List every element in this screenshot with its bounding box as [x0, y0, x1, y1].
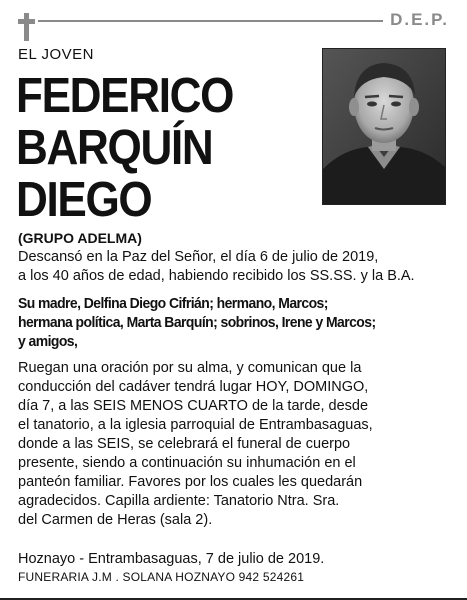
- text-line: donde a las SEIS, se celebrará el funeral de cuerpo: [18, 436, 351, 452]
- name-line-3: DIEGO: [16, 173, 152, 227]
- text-line: panteón familiar. Favores por los cuales les quedarán: [18, 474, 363, 490]
- place-date: Hoznayo - Entrambasaguas, 7 de julio de 2019.: [18, 551, 325, 567]
- text-line: Descansó en la Paz del Señor, el día 6 de julio de 2019,: [18, 249, 379, 265]
- deceased-photo: [322, 48, 446, 205]
- name-line-1: FEDERICO: [16, 69, 234, 123]
- header-rule: [38, 20, 383, 22]
- text-line: a los 40 años de edad, habiendo recibido los SS.SS. y la B.A.: [18, 268, 415, 284]
- death-announcement: [18, 248, 458, 286]
- text-line: conducción del cadáver tendrá lugar HOY, DOMINGO,: [18, 379, 369, 395]
- group-affiliation: (GRUPO ADELMA): [18, 230, 142, 246]
- cross-icon: [18, 13, 35, 41]
- text-line: Su madre, Delfina Diego Cifrián; hermano, Marcos;: [18, 295, 328, 312]
- family-list: [18, 294, 460, 351]
- text-line: agradecidos. Capilla ardiente: Tanatorio Ntra. Sra.: [18, 493, 340, 509]
- funeral-home-footer: FUNERARIA J.M . SOLANA HOZNAYO 942 524261: [18, 570, 305, 584]
- text-line: día 7, a las SEIS MENOS CUARTO de la tarde, desde: [18, 398, 369, 414]
- dep-label: D.E.P.: [390, 10, 449, 29]
- text-line: y amigos,: [18, 333, 78, 350]
- name-line-2: BARQUÍN: [16, 121, 213, 175]
- intro-label: EL JOVEN: [18, 46, 94, 63]
- funeral-details: [18, 359, 458, 530]
- text-line: presente, siendo a continuación su inhumación en el: [18, 455, 356, 471]
- text-line: el tanatorio, a la iglesia parroquial de Entrambasaguas,: [18, 417, 373, 433]
- text-line: hermana política, Marta Barquín; sobrinos, Irene y Marcos;: [18, 314, 376, 331]
- text-line: Ruegan una oración por su alma, y comunican que la: [18, 360, 362, 376]
- deceased-name: [16, 70, 286, 226]
- text-line: del Carmen de Heras (sala 2).: [18, 512, 213, 528]
